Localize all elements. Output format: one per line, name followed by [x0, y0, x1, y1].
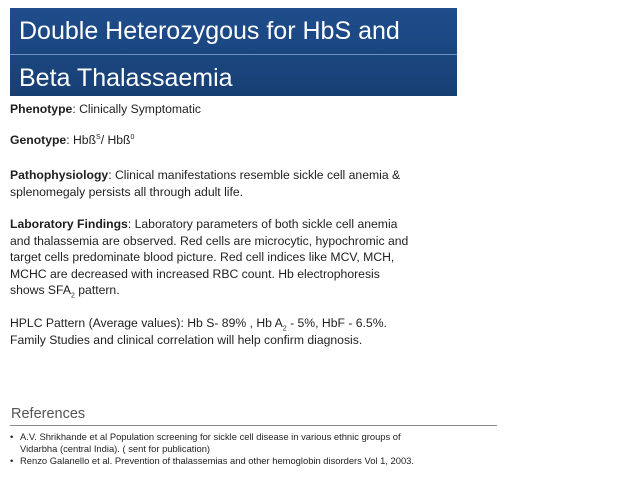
hplc-line-1a: HPLC Pattern (Average values): Hb S- 89% , Hb A — [10, 316, 283, 330]
phenotype-separator: : — [72, 102, 80, 116]
genotype-separator: : — [66, 133, 73, 147]
bullet-icon: • — [10, 455, 14, 467]
title-line-1: Double Heterozygous for HbS and — [19, 17, 400, 45]
pathophysiology-line-1: Clinical manifestations resemble sickle cell anemia & — [114, 168, 401, 182]
laboratory-separator: : — [127, 217, 135, 231]
reference-line: Vidarbha (central India). ( sent for publication) — [20, 443, 211, 455]
pathophysiology-separator: : — [108, 168, 115, 182]
laboratory-line-4: MCHC are decreased with increased RBC count. Hb electrophoresis — [10, 266, 380, 281]
reference-item — [10, 431, 530, 455]
genotype-superscript-1: S — [96, 133, 101, 141]
laboratory-line-5b: pattern. — [74, 283, 120, 297]
laboratory-paragraph — [10, 216, 480, 299]
hplc-paragraph — [10, 315, 480, 348]
hplc-line-1b: - 5%, HbF - 6.5%. — [286, 316, 387, 330]
bullet-icon: • — [10, 431, 14, 442]
phenotype-label: Phenotype — [10, 102, 73, 116]
references-list — [10, 431, 530, 468]
hplc-subscript: 2 — [282, 325, 287, 333]
phenotype-paragraph — [10, 101, 480, 118]
laboratory-label: Laboratory Findings — [10, 217, 128, 231]
title-banner — [10, 8, 457, 96]
genotype-superscript-2: 0 — [130, 133, 135, 141]
hplc-line-2: Family Studies and clinical correlation will help confirm diagnosis. — [10, 332, 363, 347]
pathophysiology-line-2: splenomegaly persists all through adult life. — [10, 184, 244, 199]
pathophysiology-label: Pathophysiology — [10, 168, 109, 182]
reference-item — [10, 455, 530, 467]
laboratory-line-3: target cells predominate blood picture. Red cell indices like MCV, MCH, — [10, 250, 395, 264]
laboratory-line-5a: shows SFA — [10, 283, 71, 297]
pathophysiology-paragraph — [10, 167, 480, 200]
reference-line: A.V. Shrikhande et al Population screening for sickle cell disease in various ethnic groups of — [20, 431, 401, 442]
reference-line: Renzo Galanello et al. Prevention of thalassemias and other hemoglobin disorders Vol 1, 2003. — [20, 455, 414, 467]
title-divider — [10, 54, 457, 55]
genotype-part-2: / Hbß — [100, 133, 131, 147]
laboratory-subscript: 2 — [70, 292, 75, 300]
genotype-part-1: Hbß — [73, 133, 97, 147]
genotype-label: Genotype — [10, 133, 67, 147]
phenotype-value: Clinically Symptomatic — [79, 102, 201, 116]
references-divider — [10, 425, 497, 426]
genotype-paragraph — [10, 132, 480, 149]
references-heading: References — [11, 406, 86, 422]
title-line-2: Beta Thalassaemia — [19, 64, 233, 92]
laboratory-line-1: Laboratory parameters of both sickle cell anemia — [134, 217, 398, 231]
laboratory-line-2: and thalassemia are observed. Red cells are microcytic, hypochromic and — [10, 233, 409, 248]
